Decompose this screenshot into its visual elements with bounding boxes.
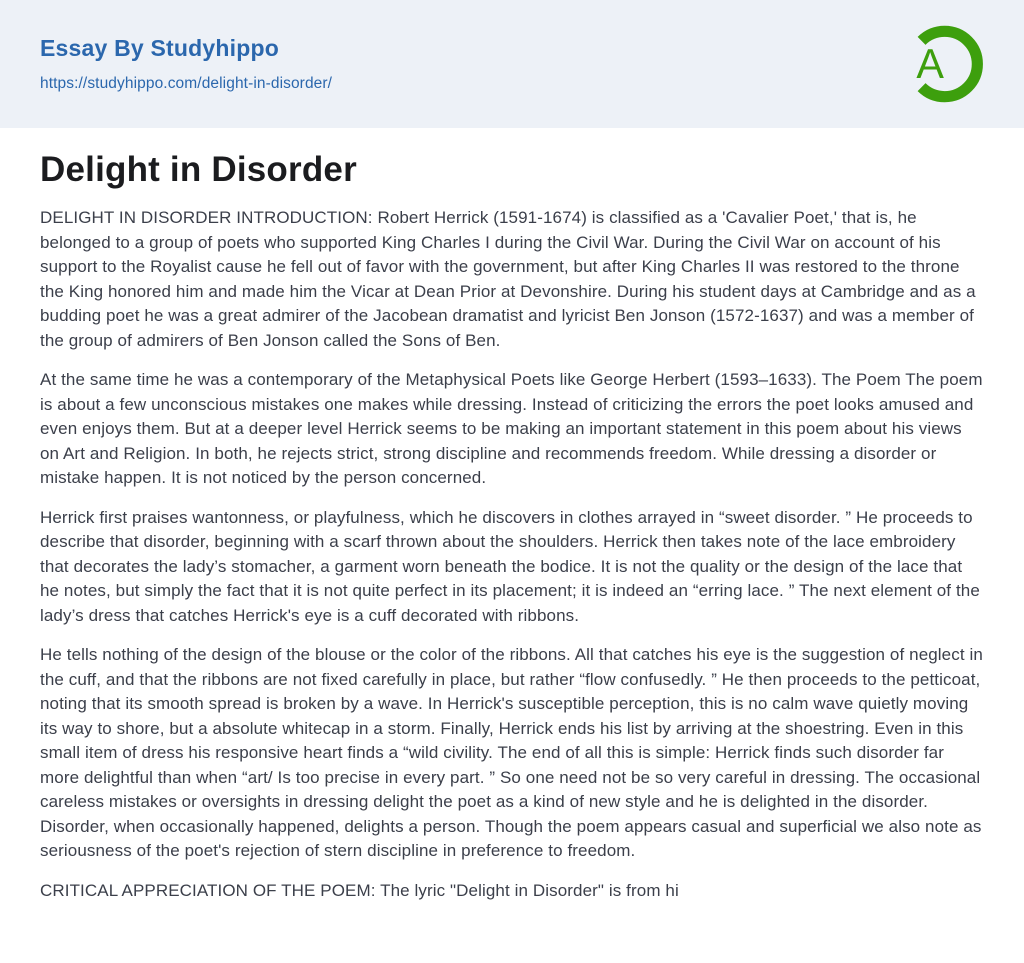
page-url-link[interactable]: https://studyhippo.com/delight-in-disorder/ xyxy=(40,75,333,92)
essay-body xyxy=(40,206,984,903)
essay-paragraph: DELIGHT IN DISORDER INTRODUCTION: Robert Herrick (1591-1674) is classified as a 'Cavalier Poet,' that is, he belonged to a group of poets who supported King Charles I during the Civil War. During the Civil War on account of his support to the Royalist cause he fell out of favor with the government, but after King Charles II was restored to the throne the King honored him and made him the Vicar at Dean Prior at Devonshire. During his student days at Cambridge and as a budding poet he was a great admirer of the Jacobean dramatist and lyricist Ben Jonson (1572-1637) and was a member of the group of admirers of Ben Jonson called the Sons of Ben. xyxy=(40,208,976,350)
essay-paragraph: He tells nothing of the design of the blouse or the color of the ribbons. All that catches his eye is the suggestion of neglect in the cuff, and that the ribbons are not fixed carefully in place, but rather “flow confusedly. ” He then proceeds to the petticoat, noting that its smooth spread is broken by a wave. In Herrick's susceptible perception, this is no calm wave quietly moving its way to shore, but a absolute whitecap in a storm. Finally, Herrick ends his list by arriving at the shoestring. Even in this small item of dress his responsive heart finds a “wild civility. The end of all this is simple: Herrick finds such disorder far more delightful than when “art/ Is too precise in every part. ” So one need not be so very careful in dressing. The occasional careless mistakes or oversights in dressing delight the poet as a kind of new style and he is delighted in the disorder. Disorder, when occasionally happened, delights a person. Though the poem appears casual and superficial we also note as seriousness of the poet's rejection of stern discipline in preference to freedom. xyxy=(40,645,983,860)
page-title: Delight in Disorder xyxy=(40,150,357,189)
studyhippo-logo-icon xyxy=(900,21,986,107)
logo-letter: A xyxy=(916,40,944,87)
header xyxy=(0,0,1024,128)
header-text xyxy=(40,35,332,93)
essay-paragraph: CRITICAL APPRECIATION OF THE POEM: The lyric "Delight in Disorder" is from hi xyxy=(40,880,679,900)
essay-paragraph: Herrick first praises wantonness, or playfulness, which he discovers in clothes arrayed in “sweet disorder. ” He proceeds to describe that disorder, beginning with a scarf thrown about the shoulders. Herrick then takes note of the lace embroidery that decorates the lady’s stomacher, a garment worn beneath the bodice. It is not the quality or the design of the lace that he notes, but simply the fact that it is not quite perfect in its placement; it is indeed an “erring lace. ” The next element of the lady’s dress that catches Herrick's eye is a cuff decorated with ribbons. xyxy=(40,507,980,625)
main-content xyxy=(0,149,1024,903)
site-title: Essay By Studyhippo xyxy=(40,35,279,61)
essay-paragraph: At the same time he was a contemporary of the Metaphysical Poets like George Herbert (1593–1633). The Poem The poem is about a few unconscious mistakes one makes while dressing. Instead of criticizing the errors the poet looks amused and even enjoys them. But at a deeper level Herrick seems to be making an important statement in this poem about his views on Art and Religion. In both, he rejects strict, strong discipline and recommends freedom. While dressing a disorder or mistake happen. It is not noticed by the person concerned. xyxy=(40,370,983,487)
